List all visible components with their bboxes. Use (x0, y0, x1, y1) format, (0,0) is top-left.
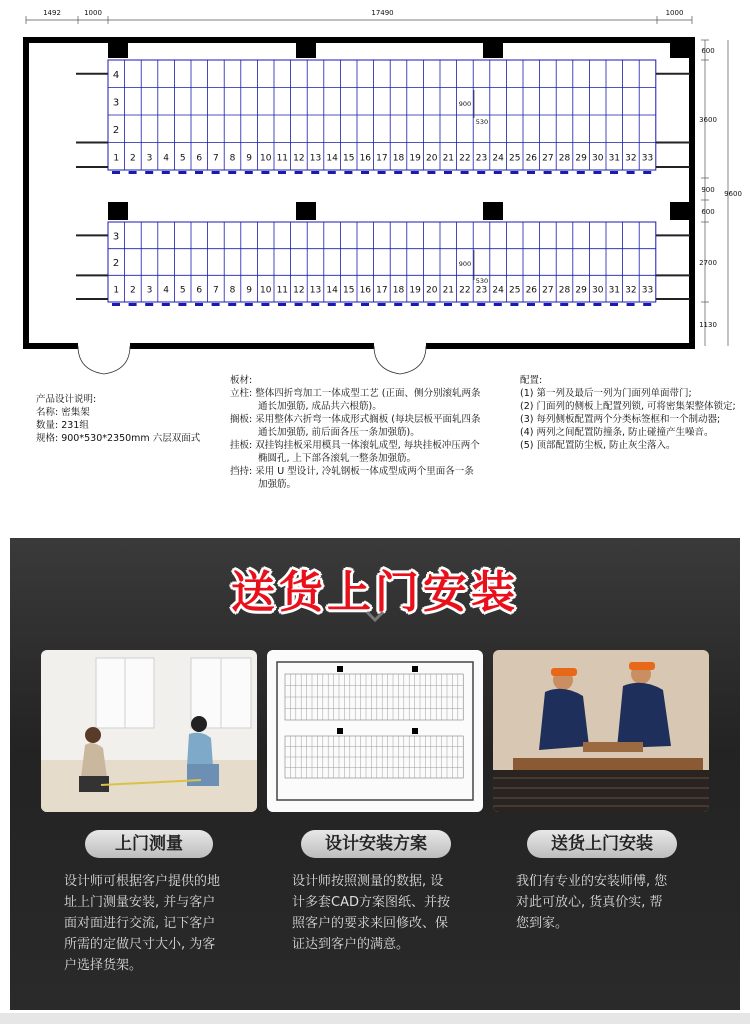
shelf-column-number: 25 (508, 285, 521, 296)
track-wheel (328, 303, 336, 306)
desc-line: 面对面进行交流, 记下客户 (64, 916, 216, 931)
annot-530: 530 (475, 277, 489, 285)
track-wheel (394, 171, 402, 174)
track-wheel (411, 171, 419, 174)
measuring-illustration (41, 650, 257, 812)
shelf-column-number: 24 (492, 285, 504, 296)
installation-illustration (493, 650, 709, 812)
material-notes-heading: 板材: (230, 375, 253, 386)
dim-label-top: 1000 (665, 9, 684, 17)
pillar (670, 202, 690, 220)
shelf-column-number: 3 (146, 153, 153, 164)
shelf-level-label: 3 (112, 97, 120, 109)
track-wheel (261, 171, 269, 174)
track-wheel (544, 171, 552, 174)
door-gap-left (78, 340, 130, 352)
shelf-column-number: 29 (575, 285, 587, 296)
shelf-column-number: 20 (425, 285, 438, 296)
shelf-column-number: 29 (575, 153, 587, 164)
shelf-column-number: 5 (179, 285, 186, 296)
dim-label-top: 1492 (43, 9, 61, 17)
shelf-column-number: 10 (259, 153, 272, 164)
track-wheel (112, 303, 120, 306)
shelf-column-number: 21 (442, 285, 455, 296)
track-wheel (444, 303, 452, 306)
shelf-column-number: 31 (608, 153, 621, 164)
track-wheel (577, 303, 585, 306)
shelf-column-number: 22 (459, 153, 471, 164)
track-wheel (394, 303, 402, 306)
shelf-column-number: 22 (459, 285, 471, 296)
material-note-line: 通长加强筋, 前后面各压一条加强筋)。 (258, 427, 420, 438)
chevron-down-icon (365, 610, 385, 624)
shelf-column-number: 1 (113, 153, 120, 164)
material-note-line: 挡持: 采用 U 型设计, 冷轧钢板一体成型成两个里面各一条 (230, 466, 474, 477)
shelf-column-number: 18 (392, 153, 405, 164)
track-wheel (527, 171, 535, 174)
shelf-column-number: 13 (309, 153, 322, 164)
shelf-column-number: 28 (558, 285, 571, 296)
track-wheel (344, 171, 352, 174)
config-notes (520, 374, 750, 452)
track-wheel (627, 171, 635, 174)
cad-drawing-photo (267, 650, 483, 812)
track-wheel (544, 303, 552, 306)
desc-line: 户选择货架。 (64, 958, 143, 973)
shelf-column-number: 7 (213, 285, 219, 296)
track-wheel (643, 171, 651, 174)
track-wheel (494, 171, 502, 174)
pillar (108, 202, 128, 220)
track-wheel (560, 171, 568, 174)
track-wheel (627, 303, 635, 306)
service-desc-delivery (516, 871, 706, 934)
pillar (483, 40, 503, 58)
shelf-column-number: 15 (342, 153, 355, 164)
shelf-column-number: 30 (591, 153, 604, 164)
shelf-column-number: 32 (625, 153, 637, 164)
track-wheel (461, 171, 469, 174)
track-wheel (610, 171, 618, 174)
track-wheel (361, 303, 369, 306)
track-wheel (361, 171, 369, 174)
config-note-line: (4) 两列之间配置防撞条, 防止碰撞产生噪音。 (520, 427, 714, 438)
material-note-line: 挂板: 双挂钩挂板采用模具一体滚轧成型, 每块挂板冲压两个 (230, 440, 480, 451)
shelf-column-number: 19 (409, 285, 421, 296)
shelf-column-number: 16 (359, 285, 372, 296)
shelf-level-label: 3 (112, 231, 120, 243)
dim-label-top: 17490 (371, 9, 394, 17)
track-wheel (129, 303, 137, 306)
shelf-column-number: 13 (309, 285, 322, 296)
shelf-column-number: 33 (641, 153, 654, 164)
track-wheel (527, 303, 535, 306)
track-wheel (610, 303, 618, 306)
annot-530: 530 (475, 118, 489, 126)
material-note-line: 椭圆孔, 上下部各滚轧一整条加强筋。 (258, 453, 417, 464)
shelf-column-number: 9 (246, 285, 252, 296)
shelf-level-label: 2 (112, 124, 120, 136)
shelf-column-number: 25 (508, 153, 521, 164)
shelf-column-number: 8 (229, 285, 236, 296)
mini-pillar (412, 666, 418, 672)
banner-title: 送货上门安装 (231, 567, 519, 618)
shelf-column-number: 2 (130, 153, 136, 164)
mini-pillar (412, 728, 418, 734)
track-wheel (643, 303, 651, 306)
shelf-column-number: 8 (229, 153, 236, 164)
shelf-level-label: 4 (112, 69, 120, 81)
desc-line: 照客户的要求来回修改、保 (292, 916, 449, 931)
shelf-column-number: 17 (376, 285, 388, 296)
config-note-line: (2) 门面列的侧板上配置列锁, 可将密集架整体锁定; (520, 401, 736, 412)
service-desc-design (292, 871, 472, 955)
product-note-line: 名称: 密集架 (36, 407, 90, 418)
pillar (296, 40, 316, 58)
shelf-column-number: 14 (326, 285, 338, 296)
dim-label-right: 3600 (699, 116, 717, 124)
track-wheel (278, 303, 286, 306)
shelf-column-number: 2 (130, 285, 136, 296)
desc-line: 所需的定做尺寸大小, 为客 (64, 937, 216, 952)
track-wheel (510, 171, 518, 174)
track-wheel (593, 303, 601, 306)
config-note-line: (3) 每列侧板配置两个分类标签框和一个制动器; (520, 414, 721, 425)
track-wheel (212, 303, 220, 306)
track-wheel (295, 303, 303, 306)
track-wheel (411, 303, 419, 306)
desc-line: 您到家。 (516, 916, 569, 931)
product-notes (36, 393, 200, 445)
material-note-line: 加强筋。 (258, 479, 297, 490)
door-gap-right (374, 340, 426, 352)
shelf-column-number: 26 (525, 285, 538, 296)
shelf-column-number: 15 (342, 285, 355, 296)
shelf-column-number: 16 (359, 153, 372, 164)
shelf-column-number: 11 (276, 285, 289, 296)
shelf-column-number: 4 (163, 285, 169, 296)
shelf-column-number: 32 (625, 285, 637, 296)
track-wheel (427, 171, 435, 174)
dim-label-total: 9600 (724, 190, 742, 198)
track-wheel (577, 171, 585, 174)
material-note-line: 立柱: 整体四折弯加工一体成型工艺 (正面、侧分别滚轧两条 (230, 388, 481, 399)
service-title-measure: 上门测量 (85, 830, 213, 858)
track-wheel (295, 171, 303, 174)
track-wheel (178, 303, 186, 306)
track-wheel (510, 303, 518, 306)
shelf-column-number: 1 (113, 285, 120, 296)
service-title-design: 设计安装方案 (301, 830, 451, 858)
desc-line: 设计师可根据客户提供的地 (64, 874, 221, 889)
track-wheel (112, 171, 120, 174)
dim-label-right: 2700 (699, 259, 717, 267)
track-wheel (228, 303, 236, 306)
material-note-line: 通长加强筋, 成品共六根筋)。 (258, 401, 382, 412)
track-wheel (344, 303, 352, 306)
shelf-column-number: 3 (146, 285, 153, 296)
dim-label-right: 600 (701, 47, 715, 55)
dim-label-right: 900 (701, 186, 715, 194)
pillar (108, 40, 128, 58)
track-wheel (477, 171, 485, 174)
track-wheel (145, 171, 153, 174)
track-wheel (494, 303, 502, 306)
dim-label-right: 600 (701, 208, 715, 216)
shelf-column-number: 18 (392, 285, 405, 296)
track-wheel (311, 171, 319, 174)
track-wheel (378, 171, 386, 174)
track-wheel (461, 303, 469, 306)
pillar (296, 202, 316, 220)
track-wheel (560, 303, 568, 306)
track-wheel (195, 303, 203, 306)
annot-900: 900 (458, 100, 472, 108)
track-wheel (228, 171, 236, 174)
desc-line: 计多套CAD方案图纸、并按 (292, 895, 450, 910)
track-wheel (195, 171, 203, 174)
desc-line: 证达到客户的满意。 (292, 937, 410, 952)
shelf-column-number: 17 (376, 153, 388, 164)
track-wheel (129, 171, 137, 174)
config-note-line: (1) 第一列及最后一列为门面列单面带门; (520, 388, 692, 399)
shelf-column-number: 9 (246, 153, 252, 164)
config-notes-heading: 配置: (520, 375, 543, 386)
shelf-column-number: 5 (179, 153, 186, 164)
track-wheel (162, 171, 170, 174)
track-wheel (245, 303, 253, 306)
track-wheel (477, 303, 485, 306)
material-note-line: 搁板: 采用整体六折弯一体成形式搁板 (每块层板平面轧四条 (230, 414, 481, 425)
dim-label-top: 1000 (84, 9, 102, 17)
desc-line: 设计师按照测量的数据, 设 (292, 874, 444, 889)
track-wheel (444, 171, 452, 174)
service-section (10, 538, 740, 1010)
shelving-floor-plan (0, 0, 750, 380)
track-wheel (212, 171, 220, 174)
desc-line: 我们有专业的安装师傅, 您 (516, 874, 668, 889)
product-note-line: 数量: 231组 (36, 420, 89, 431)
shelf-column-number: 23 (475, 153, 488, 164)
shelf-column-number: 7 (213, 153, 219, 164)
track-wheel (145, 303, 153, 306)
shelf-column-number: 31 (608, 285, 621, 296)
shelf-column-number: 19 (409, 153, 421, 164)
track-wheel (278, 171, 286, 174)
shelf-column-number: 4 (163, 153, 169, 164)
track-wheel (178, 171, 186, 174)
config-note-line: (5) 顶部配置防尘板, 防止灰尘落入。 (520, 440, 676, 451)
installation-photo (493, 650, 709, 812)
desc-line: 对此可放心, 货真价实, 帮 (516, 895, 663, 910)
mini-pillar (337, 666, 343, 672)
track-wheel (261, 303, 269, 306)
material-notes (230, 374, 520, 491)
shelf-column-number: 12 (293, 153, 305, 164)
cad-illustration (267, 650, 483, 812)
shelf-column-number: 21 (442, 153, 455, 164)
service-desc-measure (64, 871, 244, 976)
shelf-column-number: 14 (326, 153, 338, 164)
shelf-column-number: 26 (525, 153, 538, 164)
product-note-line: 规格: 900*530*2350mm 六层双面式 (36, 433, 201, 444)
track-wheel (378, 303, 386, 306)
shelf-column-number: 6 (196, 285, 203, 296)
shelf-column-number: 20 (425, 153, 438, 164)
product-notes-heading: 产品设计说明: (36, 394, 97, 405)
track-wheel (328, 171, 336, 174)
pillar (670, 40, 690, 58)
mini-pillar (337, 728, 343, 734)
shelf-column-number: 12 (293, 285, 305, 296)
shelf-column-number: 10 (259, 285, 272, 296)
pillar (483, 202, 503, 220)
desc-line: 址上门测量安装, 并与客户 (64, 895, 216, 910)
track-wheel (245, 171, 253, 174)
shelf-column-number: 27 (542, 285, 554, 296)
dim-label-right: 1130 (699, 321, 717, 329)
service-title-delivery: 送货上门安装 (527, 830, 677, 858)
shelf-column-number: 27 (542, 153, 554, 164)
shelf-column-number: 23 (475, 285, 488, 296)
shelf-column-number: 6 (196, 153, 203, 164)
track-wheel (427, 303, 435, 306)
shelf-column-number: 30 (591, 285, 604, 296)
measuring-photo (41, 650, 257, 812)
annot-900: 900 (458, 260, 472, 268)
shelf-level-label: 2 (112, 258, 120, 269)
track-wheel (311, 303, 319, 306)
track-wheel (162, 303, 170, 306)
shelf-column-number: 33 (641, 285, 654, 296)
shelf-column-number: 28 (558, 153, 571, 164)
footer-strip (0, 1013, 750, 1024)
track-wheel (593, 171, 601, 174)
shelf-column-number: 11 (276, 153, 289, 164)
shelf-column-number: 24 (492, 153, 504, 164)
